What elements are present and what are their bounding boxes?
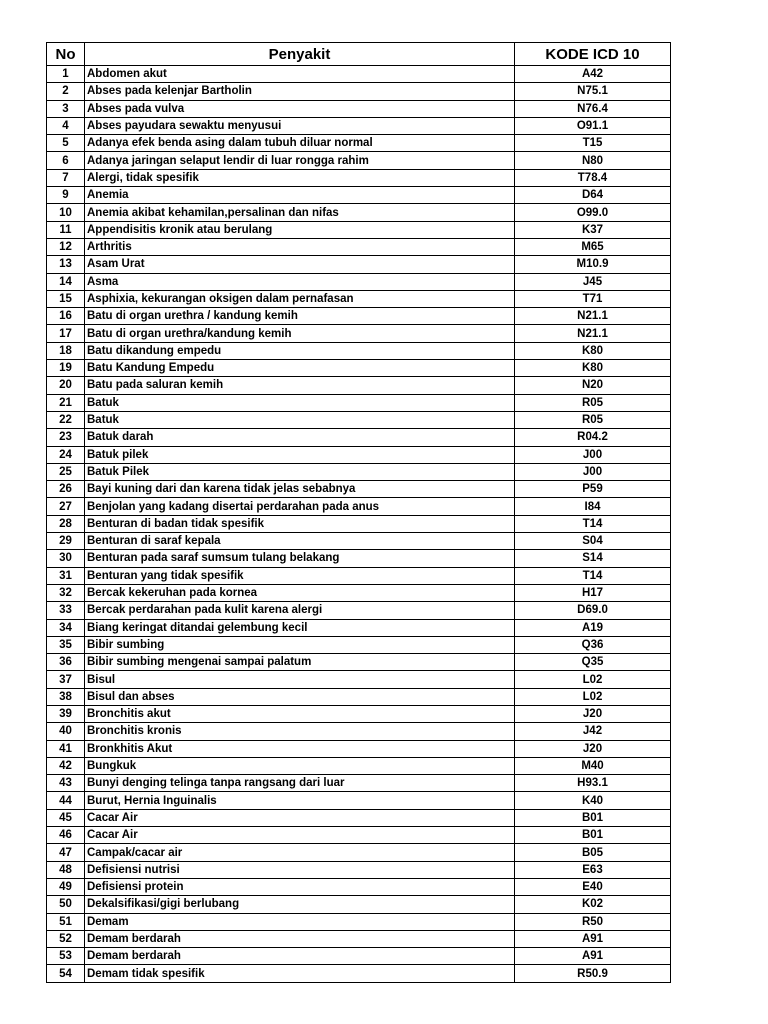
row-number: 4 [47, 117, 85, 134]
table-row [47, 723, 671, 740]
row-number: 37 [47, 671, 85, 688]
row-number: 3 [47, 100, 85, 117]
icd-table-sheet [46, 42, 670, 983]
table-row [47, 169, 671, 186]
table-row [47, 481, 671, 498]
disease-name: Abses pada kelenjar Bartholin [85, 83, 515, 100]
icd-code: N75.1 [515, 83, 671, 100]
row-number: 14 [47, 273, 85, 290]
icd-code: Q36 [515, 636, 671, 653]
row-number: 40 [47, 723, 85, 740]
icd-code: J20 [515, 705, 671, 722]
table-row [47, 83, 671, 100]
row-number: 43 [47, 775, 85, 792]
disease-name: Anemia [85, 187, 515, 204]
icd-code: K37 [515, 221, 671, 238]
icd-code: A42 [515, 66, 671, 83]
row-number: 39 [47, 705, 85, 722]
icd-code: S04 [515, 533, 671, 550]
table-row [47, 429, 671, 446]
icd-code: B05 [515, 844, 671, 861]
row-number: 34 [47, 619, 85, 636]
disease-name: Batu di organ urethra/kandung kemih [85, 325, 515, 342]
table-row [47, 377, 671, 394]
icd-code: B01 [515, 809, 671, 826]
row-number: 45 [47, 809, 85, 826]
icd-code: H93.1 [515, 775, 671, 792]
icd-code-table [46, 42, 671, 983]
disease-name: Demam berdarah [85, 948, 515, 965]
row-number: 27 [47, 498, 85, 515]
icd-code: K02 [515, 896, 671, 913]
table-row [47, 290, 671, 307]
disease-name: Batuk pilek [85, 446, 515, 463]
header-no: No [47, 43, 85, 66]
row-number: 42 [47, 757, 85, 774]
header-icd-code: KODE ICD 10 [515, 43, 671, 66]
row-number: 31 [47, 567, 85, 584]
disease-name: Anemia akibat kehamilan,persalinan dan nifas [85, 204, 515, 221]
row-number: 18 [47, 342, 85, 359]
row-number: 17 [47, 325, 85, 342]
table-row [47, 515, 671, 532]
table-row [47, 757, 671, 774]
icd-code: M10.9 [515, 256, 671, 273]
table-row [47, 965, 671, 982]
row-number: 26 [47, 481, 85, 498]
icd-code: A19 [515, 619, 671, 636]
icd-code: T78.4 [515, 169, 671, 186]
table-row [47, 861, 671, 878]
table-row [47, 792, 671, 809]
icd-code: K80 [515, 360, 671, 377]
disease-name: Batu Kandung Empedu [85, 360, 515, 377]
icd-code: A91 [515, 948, 671, 965]
icd-code: R05 [515, 394, 671, 411]
table-row [47, 100, 671, 117]
table-row [47, 411, 671, 428]
table-row [47, 66, 671, 83]
icd-code: T71 [515, 290, 671, 307]
row-number: 48 [47, 861, 85, 878]
row-number: 25 [47, 463, 85, 480]
table-row [47, 135, 671, 152]
table-row [47, 809, 671, 826]
row-number: 51 [47, 913, 85, 930]
row-number: 16 [47, 308, 85, 325]
icd-code: Q35 [515, 654, 671, 671]
row-number: 36 [47, 654, 85, 671]
row-number: 6 [47, 152, 85, 169]
row-number: 29 [47, 533, 85, 550]
icd-code: D64 [515, 187, 671, 204]
table-row [47, 204, 671, 221]
icd-code: O99.0 [515, 204, 671, 221]
icd-code: K40 [515, 792, 671, 809]
disease-name: Benjolan yang kadang disertai perdarahan pada anus [85, 498, 515, 515]
disease-name: Benturan yang tidak spesifik [85, 567, 515, 584]
icd-code: E40 [515, 878, 671, 895]
row-number: 19 [47, 360, 85, 377]
icd-code: E63 [515, 861, 671, 878]
disease-name: Bercak perdarahan pada kulit karena alergi [85, 602, 515, 619]
table-row [47, 705, 671, 722]
disease-name: Batuk [85, 411, 515, 428]
table-row [47, 671, 671, 688]
row-number: 35 [47, 636, 85, 653]
table-row [47, 221, 671, 238]
table-row [47, 567, 671, 584]
disease-name: Bibir sumbing mengenai sampai palatum [85, 654, 515, 671]
icd-code: J45 [515, 273, 671, 290]
table-row [47, 827, 671, 844]
disease-name: Bronchitis kronis [85, 723, 515, 740]
disease-name: Benturan di saraf kepala [85, 533, 515, 550]
icd-code: M65 [515, 238, 671, 255]
table-row [47, 360, 671, 377]
row-number: 54 [47, 965, 85, 982]
disease-name: Batuk darah [85, 429, 515, 446]
icd-code: J20 [515, 740, 671, 757]
icd-code: J00 [515, 446, 671, 463]
table-row [47, 636, 671, 653]
table-row [47, 498, 671, 515]
table-row [47, 844, 671, 861]
disease-name: Bisul dan abses [85, 688, 515, 705]
icd-code: A91 [515, 930, 671, 947]
row-number: 32 [47, 584, 85, 601]
disease-name: Adanya jaringan selaput lendir di luar rongga rahim [85, 152, 515, 169]
disease-name: Demam tidak spesifik [85, 965, 515, 982]
row-number: 7 [47, 169, 85, 186]
disease-name: Asam Urat [85, 256, 515, 273]
row-number: 13 [47, 256, 85, 273]
disease-name: Benturan pada saraf sumsum tulang belakang [85, 550, 515, 567]
table-row [47, 394, 671, 411]
icd-code: J42 [515, 723, 671, 740]
icd-code: P59 [515, 481, 671, 498]
icd-code: M40 [515, 757, 671, 774]
table-row [47, 533, 671, 550]
table-row [47, 775, 671, 792]
row-number: 38 [47, 688, 85, 705]
table-row [47, 740, 671, 757]
table-row [47, 688, 671, 705]
table-row [47, 602, 671, 619]
row-number: 53 [47, 948, 85, 965]
row-number: 33 [47, 602, 85, 619]
disease-name: Adanya efek benda asing dalam tubuh diluar normal [85, 135, 515, 152]
icd-code: L02 [515, 688, 671, 705]
disease-name: Appendisitis kronik atau berulang [85, 221, 515, 238]
disease-name: Batu dikandung empedu [85, 342, 515, 359]
disease-name: Arthritis [85, 238, 515, 255]
row-number: 47 [47, 844, 85, 861]
row-number: 44 [47, 792, 85, 809]
disease-name: Defisiensi nutrisi [85, 861, 515, 878]
row-number: 49 [47, 878, 85, 895]
table-row [47, 896, 671, 913]
disease-name: Batu di organ urethra / kandung kemih [85, 308, 515, 325]
table-row [47, 619, 671, 636]
icd-code: K80 [515, 342, 671, 359]
table-row [47, 463, 671, 480]
table-row [47, 238, 671, 255]
row-number: 1 [47, 66, 85, 83]
icd-code: N80 [515, 152, 671, 169]
row-number: 52 [47, 930, 85, 947]
icd-code: N21.1 [515, 325, 671, 342]
disease-name: Cacar Air [85, 827, 515, 844]
table-row [47, 446, 671, 463]
disease-name: Defisiensi protein [85, 878, 515, 895]
disease-name: Asma [85, 273, 515, 290]
disease-name: Abdomen akut [85, 66, 515, 83]
disease-name: Benturan di badan tidak spesifik [85, 515, 515, 532]
disease-name: Asphixia, kekurangan oksigen dalam pernafasan [85, 290, 515, 307]
disease-name: Bayi kuning dari dan karena tidak jelas sebabnya [85, 481, 515, 498]
row-number: 46 [47, 827, 85, 844]
disease-name: Demam [85, 913, 515, 930]
icd-code: R50 [515, 913, 671, 930]
disease-name: Demam berdarah [85, 930, 515, 947]
table-row [47, 152, 671, 169]
icd-code: D69.0 [515, 602, 671, 619]
disease-name: Abses payudara sewaktu menyusui [85, 117, 515, 134]
table-body [47, 66, 671, 983]
header-row [47, 43, 671, 66]
icd-code: H17 [515, 584, 671, 601]
icd-code: S14 [515, 550, 671, 567]
icd-code: N76.4 [515, 100, 671, 117]
row-number: 23 [47, 429, 85, 446]
table-row [47, 308, 671, 325]
disease-name: Bibir sumbing [85, 636, 515, 653]
icd-code: B01 [515, 827, 671, 844]
disease-name: Burut, Hernia Inguinalis [85, 792, 515, 809]
row-number: 10 [47, 204, 85, 221]
icd-code: O91.1 [515, 117, 671, 134]
icd-code: T15 [515, 135, 671, 152]
row-number: 5 [47, 135, 85, 152]
table-row [47, 256, 671, 273]
row-number: 50 [47, 896, 85, 913]
table-row [47, 584, 671, 601]
row-number: 12 [47, 238, 85, 255]
disease-name: Bunyi denging telinga tanpa rangsang dari luar [85, 775, 515, 792]
disease-name: Batuk [85, 394, 515, 411]
table-row [47, 187, 671, 204]
table-row [47, 930, 671, 947]
table-row [47, 342, 671, 359]
disease-name: Bercak kekeruhan pada kornea [85, 584, 515, 601]
disease-name: Campak/cacar air [85, 844, 515, 861]
icd-code: N20 [515, 377, 671, 394]
disease-name: Abses pada vulva [85, 100, 515, 117]
icd-code: N21.1 [515, 308, 671, 325]
disease-name: Biang keringat ditandai gelembung kecil [85, 619, 515, 636]
row-number: 21 [47, 394, 85, 411]
table-row [47, 550, 671, 567]
disease-name: Alergi, tidak spesifik [85, 169, 515, 186]
icd-code: R05 [515, 411, 671, 428]
row-number: 24 [47, 446, 85, 463]
table-row [47, 325, 671, 342]
table-row [47, 654, 671, 671]
icd-code: I84 [515, 498, 671, 515]
disease-name: Batuk Pilek [85, 463, 515, 480]
icd-code: T14 [515, 567, 671, 584]
row-number: 15 [47, 290, 85, 307]
row-number: 28 [47, 515, 85, 532]
icd-code: L02 [515, 671, 671, 688]
table-row [47, 913, 671, 930]
disease-name: Bisul [85, 671, 515, 688]
row-number: 11 [47, 221, 85, 238]
disease-name: Bungkuk [85, 757, 515, 774]
disease-name: Bronkhitis Akut [85, 740, 515, 757]
table-row [47, 948, 671, 965]
disease-name: Batu pada saluran kemih [85, 377, 515, 394]
disease-name: Cacar Air [85, 809, 515, 826]
icd-code: J00 [515, 463, 671, 480]
icd-code: R50.9 [515, 965, 671, 982]
row-number: 30 [47, 550, 85, 567]
icd-code: R04.2 [515, 429, 671, 446]
table-row [47, 273, 671, 290]
row-number: 41 [47, 740, 85, 757]
disease-name: Bronchitis akut [85, 705, 515, 722]
disease-name: Dekalsifikasi/gigi berlubang [85, 896, 515, 913]
row-number: 22 [47, 411, 85, 428]
table-header [47, 43, 671, 66]
header-disease: Penyakit [85, 43, 515, 66]
table-row [47, 878, 671, 895]
row-number: 20 [47, 377, 85, 394]
table-row [47, 117, 671, 134]
icd-code: T14 [515, 515, 671, 532]
row-number: 9 [47, 187, 85, 204]
row-number: 2 [47, 83, 85, 100]
